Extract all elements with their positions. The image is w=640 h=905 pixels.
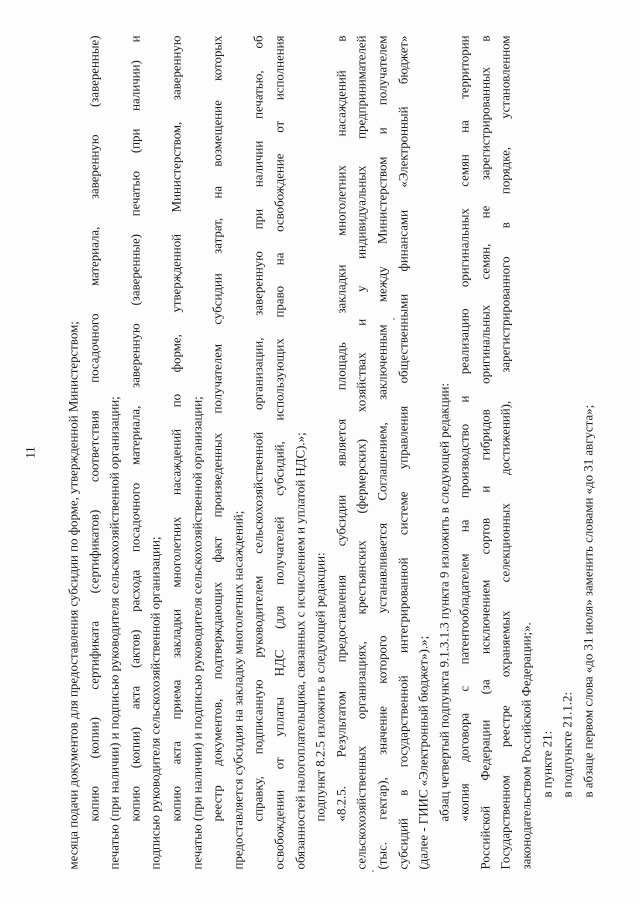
text-line: копию (копии) акта (актов) расхода посадочного материала, заверенную (заверенные) печатью (при наличии) и (128, 35, 143, 822)
rotated-text-block (22, 36, 619, 870)
text-line: законодательством Российской Федерации;». (519, 622, 534, 870)
text-line: предоставляется субсидия на закладку многолетних насаждений; (231, 510, 246, 870)
scan-speck (372, 870, 374, 872)
text-line: Государственном реестре охраняемых селекционных достижений), зарегистрированного в порядке, установленном (498, 35, 513, 870)
text-line: в пункте 21: (540, 730, 555, 798)
text-line: «копия договора с патентообладателем на производство и реализацию оригинальных семян на территории (457, 35, 472, 822)
text-line: в подпункте 21.1.2: (560, 691, 575, 798)
text-line: подписью руководителя сельскохозяйственной организации; (148, 536, 163, 870)
text-line: печатью (при наличии) и подписью руководителя сельскохозяйственной организации; (107, 396, 122, 870)
text-line: реестр документов, подтверждающих факт произведенных получателем субсидии затрат, на возмещение которых (210, 35, 225, 822)
text-line: субсидий в государственной интегрированной системе управления общественными финансами «Электронный бюджет» (396, 35, 410, 870)
page-number: 11 (23, 446, 38, 459)
text-line: копию (копии) сертификата (сертификатов) соответствия посадочного материала, заверенную (заверенные) (87, 35, 102, 822)
text-line: подпункт 8.2.5 изложить в следующей редакции: (313, 552, 328, 822)
text-line: абзац четвертый подпункта 9.1.3.1.3 пункта 9 изложить в следующей редакции: (437, 383, 452, 822)
text-line: обязанностей налогоплательщика, связанных с исчислением и уплатой НДС).»; (293, 432, 308, 870)
text-line: освобождении от уплаты НДС (для получателей субсидий, использующих право на освобождение от исполнения (272, 35, 287, 870)
text-line: справку, подписанную руководителем сельскохозяйственной организации, заверенную при наличии печатью, об (251, 35, 266, 822)
body-text (64, 36, 599, 870)
scan-speck (393, 318, 395, 320)
text-line: (далее - ГИИС «Электронный бюджет»).»; (416, 635, 431, 870)
text-line: копию акта приема закладки многолетних насаждений по форме, утвержденной Министерством, заверенную (169, 35, 184, 822)
text-line: «8.2.5. Результатом предоставления субсидии является площадь закладки многолетних насаждений в (334, 35, 349, 822)
text-line: месяца подачи документов для предоставления субсидии по форме, утвержденной Министерством; (66, 321, 81, 870)
text-line: (тыс. гектар), значение которого устанавливается Соглашением, заключенным между Министерством и получателем (375, 35, 390, 870)
text-line: в абзаце первом слова «до 31 июля» заменить словами «до 31 августа»; (581, 404, 596, 798)
text-line: печатью (при наличии) и подписью руководителя сельскохозяйственной организации; (190, 396, 205, 870)
text-line: сельскохозяйственных организациях, крестьянских (фермерских) хозяйствах и у индивидуальных предпринимателей (354, 35, 369, 870)
text-line: Российской Федерации (за исключением сортов и гибридов оригинальных семян, не зарегистрированных в (478, 35, 493, 870)
